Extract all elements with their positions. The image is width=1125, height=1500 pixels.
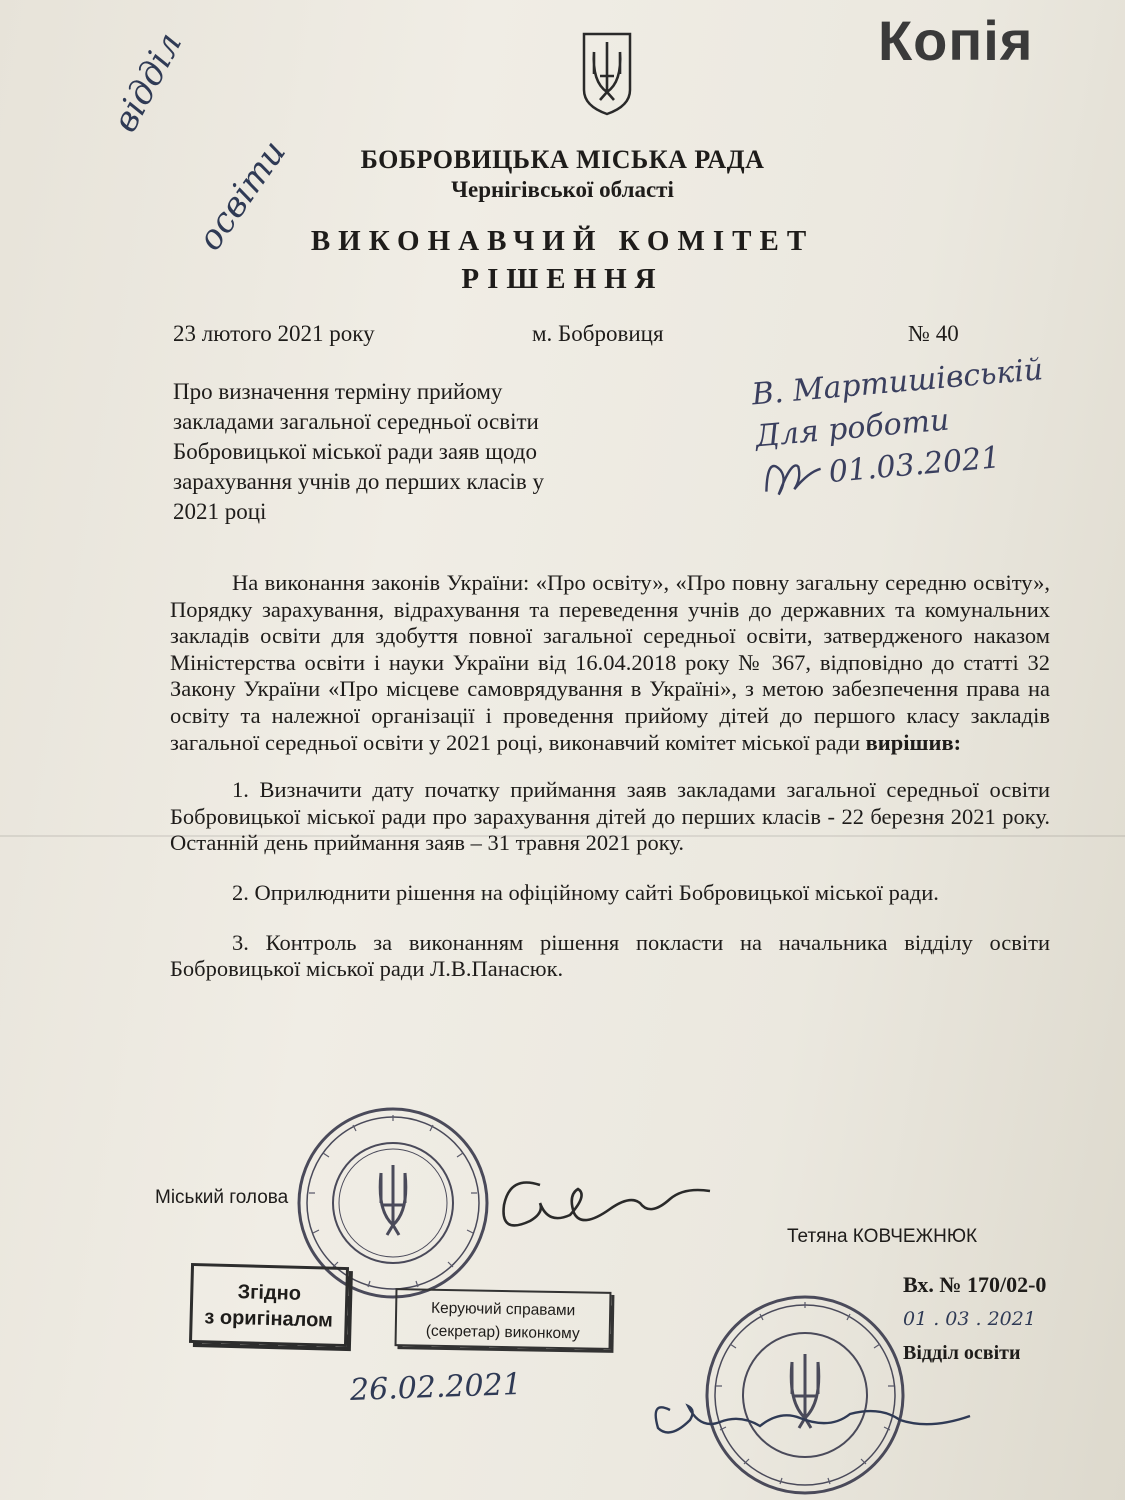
signatory-position: Міський голова — [155, 1187, 289, 1208]
trident-emblem-icon — [578, 30, 636, 116]
decided-word: вирішив: — [865, 729, 962, 755]
incoming-registration-stamp — [903, 1268, 1046, 1370]
resolution-signature-icon — [757, 446, 831, 504]
decision-item-1: 1. Визначити дату початку приймання заяв закладами загальної середньої освіти Бобровицької міської ради про зарахування дітей до перших класів - 22 березня 2021 року. Останній день приймання заяв – 31 травня 2021 року. — [170, 777, 1050, 856]
copy-mark: Копія — [878, 9, 1034, 72]
decision-city: м. Бобровиця — [532, 321, 664, 346]
secretary-signature-icon — [640, 1370, 1000, 1450]
decision-date: 23 лютого 2021 року — [173, 321, 375, 346]
incoming-number: Вх. № 170/02-0 — [903, 1272, 1047, 1297]
resolution-addressee: В. Мартишівській — [750, 352, 1045, 413]
decision-body — [170, 570, 1050, 983]
signatory-name: Тетяна КОВЧЕЖНЮК — [787, 1226, 978, 1247]
secretary-stamp-line1: Керуючий справами — [430, 1299, 576, 1320]
incoming-date: 01 . 03 . 2021 — [903, 1308, 1036, 1330]
secretary-stamp — [395, 1288, 612, 1350]
incoming-department: Відділ освіти — [903, 1342, 1021, 1364]
handwritten-note-line1: відділ — [105, 26, 191, 139]
handwritten-certification-date: 26.02.2021 — [349, 1367, 523, 1408]
region-name: Чернігівської області — [451, 177, 674, 202]
council-name: БОБРОВИЦЬКА МІСЬКА РАДА — [360, 145, 765, 174]
mayor-signature-icon — [470, 1155, 730, 1255]
certified-stamp-line1: Згідно — [237, 1281, 302, 1305]
decision-item-3: 3. Контроль за виконанням рішення покласти на начальника відділу освіти Бобровицької міської ради Л.В.Панасюк. — [170, 929, 1050, 982]
decision-number: № 40 — [908, 321, 959, 346]
document-type: РІШЕННЯ — [461, 263, 664, 295]
handwritten-note-line2: освіти — [190, 133, 295, 258]
secretary-stamp-line2: (секретар) виконкому — [425, 1322, 580, 1343]
body-preamble: На виконання законів України: «Про освіту», «Про повну загальну середню освіту», Порядку зарахування, відрахування та переведення учнів до державних та комунальних закладів освіти для здобуття повної загальної середньої освіти, затвердженого наказом Міністерства освіти і науки України від 16.04.2018 року № 367, відповідно до статті 32 Закону України «Про місцеве самоврядування в Україні», з метою забезпечення права на освіту та належної організації і проведення прийому дітей до першого класу закладів загальної середньої освіти у 2021 році, виконавчий комітет міської ради вирішив: — [170, 570, 1050, 755]
resolution-date: 01.03.2021 — [827, 440, 1002, 491]
committee-title: ВИКОНАВЧИЙ КОМІТЕТ — [310, 225, 815, 257]
resolution-instruction: Для роботи — [754, 402, 951, 455]
certified-copy-stamp — [189, 1263, 349, 1347]
decision-item-2: 2. Оприлюднити рішення на офіційному сайті Бобровицької міської ради. — [232, 879, 939, 905]
handwritten-resolution — [750, 346, 1090, 500]
decision-subject: Про визначення терміну прийому закладами загальної середньої освіти Бобровицької міської ради заяв щодо зарахування учнів до перших класів у 2021 році — [173, 379, 545, 524]
certified-stamp-line2: з оригіналом — [204, 1306, 334, 1332]
